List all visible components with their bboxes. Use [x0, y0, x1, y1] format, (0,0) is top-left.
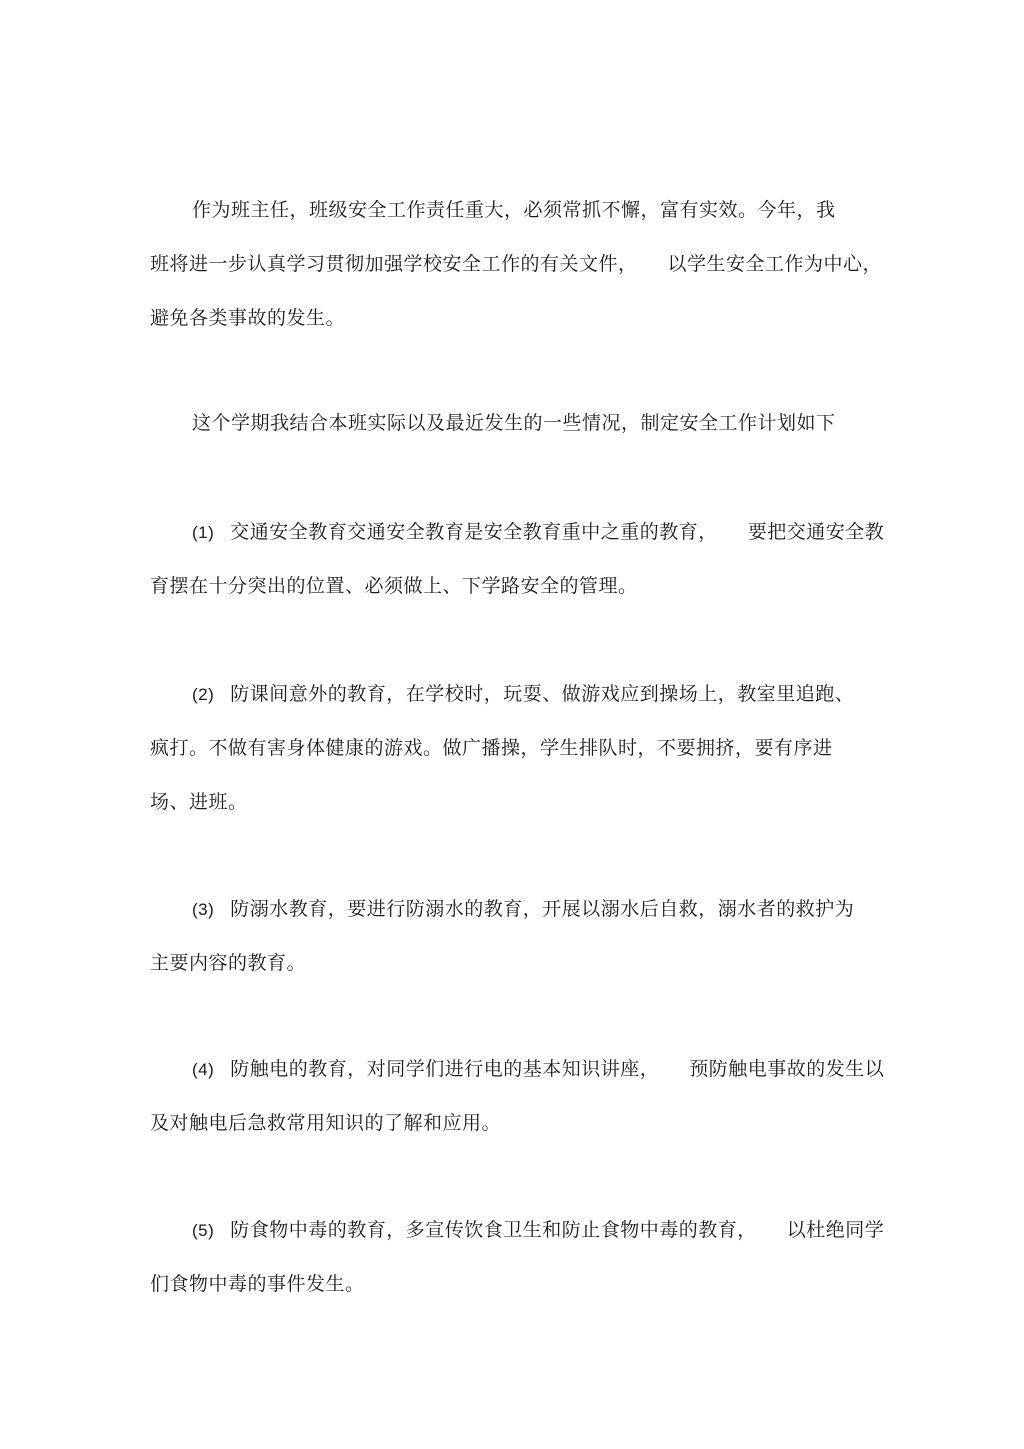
item-5-line-1 [192, 1217, 884, 1244]
item-2-line-1-text: 防课间意外的教育，在学校时，玩耍、做游戏应到操场上，教室里追跑、 [230, 683, 855, 705]
item-1-line-2: 育摆在十分突出的位置、必须做上、下学路安全的管理。 [150, 575, 638, 597]
item-5-line-1a: 防食物中毒的教育，多宣传饮食卫生和防止食物中毒的教育， [230, 1219, 757, 1241]
intro-line-2b: 以学生安全工作为中心， [667, 253, 883, 275]
item-3-line-1-text: 防溺水教育，要进行防溺水的教育，开展以溺水后自救，溺水者的救护为 [230, 898, 855, 920]
item-3-line-1 [192, 896, 854, 923]
item-1-line-1 [192, 519, 884, 546]
item-4-line-1 [192, 1056, 884, 1083]
item-2-line-1 [192, 681, 854, 708]
item-4-line-1b: 预防触电事故的发生以 [689, 1058, 885, 1080]
intro-line-1: 作为班主任，班级安全工作责任重大，必须常抓不懈，富有实效。今年，我 [192, 199, 836, 221]
item-4-number: (4) [192, 1060, 215, 1079]
item-4-line-1a: 防触电的教育，对同学们进行电的基本知识讲座， [230, 1058, 660, 1080]
item-2-line-3: 场、进班。 [150, 791, 248, 813]
item-5-line-1b: 以杜绝同学 [786, 1219, 885, 1241]
item-2-number: (2) [192, 685, 215, 704]
item-5-number: (5) [192, 1221, 215, 1240]
item-1-number: (1) [192, 523, 215, 542]
item-5-line-2: 们食物中毒的事件发生。 [150, 1273, 365, 1295]
item-1-line-1a: 交通安全教育交通安全教育是安全教育重中之重的教育， [230, 521, 718, 543]
plan-intro: 这个学期我结合本班实际以及最近发生的一些情况，制定安全工作计划如下 [192, 412, 836, 434]
intro-line-2 [150, 251, 882, 277]
item-3-line-2: 主要内容的教育。 [150, 952, 307, 974]
item-2-line-2: 疯打。不做有害身体健康的游戏。做广播操，学生排队时，不要拥挤，要有序进 [150, 737, 833, 759]
intro-line-3: 避免各类事故的发生。 [150, 307, 346, 329]
item-1-line-1b: 要把交通安全教 [747, 521, 885, 543]
item-3-number: (3) [192, 900, 215, 919]
item-4-line-2: 及对触电后急救常用知识的了解和应用。 [150, 1112, 502, 1134]
intro-line-2a: 班将进一步认真学习贯彻加强学校安全工作的有关文件， [150, 253, 638, 275]
